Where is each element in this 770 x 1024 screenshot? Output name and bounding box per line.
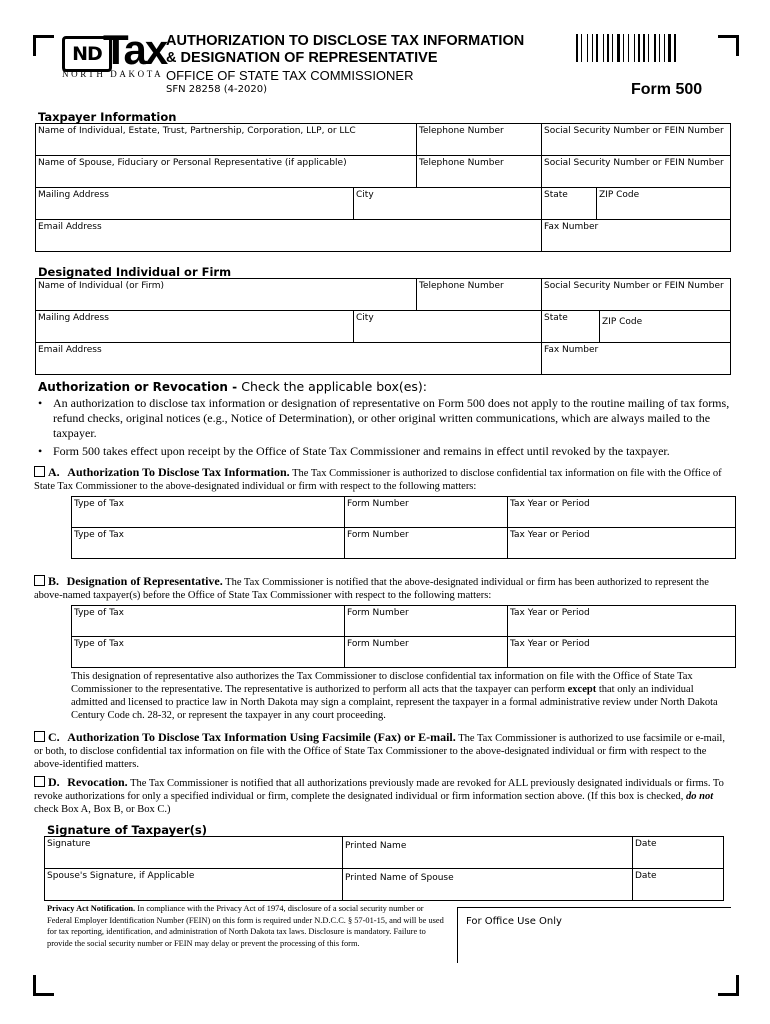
- designee-mailing-field[interactable]: Mailing Address: [36, 311, 354, 342]
- box-b-type-of-tax-1[interactable]: Type of Tax: [72, 606, 345, 636]
- taxpayer-fax-field[interactable]: Fax Number: [542, 220, 731, 251]
- logo-tax-word: Tax: [103, 26, 167, 73]
- designated-info-grid: [35, 278, 731, 375]
- box-b-type-of-tax-2[interactable]: Type of Tax: [72, 637, 345, 667]
- form-title-line2: & DESIGNATION OF REPRESENTATIVE: [166, 50, 438, 66]
- taxpayer-name-field[interactable]: Name of Individual, Estate, Trust, Partnership, Corporation, LLP, or LLC: [36, 124, 417, 155]
- box-b-tax-year-1[interactable]: Tax Year or Period: [508, 606, 736, 636]
- box-d-do-not: do not: [685, 791, 714, 802]
- box-b-paragraph-except: except: [567, 684, 597, 695]
- box-a-title: Authorization To Disclose Tax Information.: [67, 465, 290, 479]
- taxpayer-zip-field[interactable]: ZIP Code: [597, 188, 731, 219]
- privacy-text: In compliance with the Privacy Act of 1974, disclosure of a social security number or Federal Employer Identification Number (FEIN) on this form is required under N.D.C.C. § 57-01-15, and will be used for tax reporting, identification, and administration of North Dakota tax laws. Disclosure is mandatory. Failure to provide the social security number or FEIN may delay or prevent the processing of this form.: [47, 904, 444, 948]
- designee-name-field[interactable]: Name of Individual (or Firm): [36, 279, 417, 310]
- box-a-tax-year-2[interactable]: Tax Year or Period: [508, 528, 736, 558]
- office-use-box: [457, 907, 731, 963]
- designee-ssn-field[interactable]: Social Security Number or FEIN Number: [542, 279, 731, 310]
- box-a-type-of-tax-1[interactable]: Type of Tax: [72, 497, 345, 527]
- taxpayer-heading: Taxpayer Information: [38, 110, 177, 124]
- corner-mark-bottom-left: [33, 975, 54, 996]
- taxpayer-printed-name-field[interactable]: Printed Name: [343, 837, 633, 868]
- box-a-matters-grid: [71, 496, 736, 559]
- spouse-signature-field[interactable]: Spouse's Signature, if Applicable: [45, 869, 343, 900]
- designee-phone-field[interactable]: Telephone Number: [417, 279, 542, 310]
- designee-email-field[interactable]: Email Address: [36, 343, 542, 374]
- taxpayer-date-field[interactable]: Date: [633, 837, 724, 868]
- designee-fax-field[interactable]: Fax Number: [542, 343, 731, 374]
- box-b-matters-grid: [71, 605, 736, 668]
- privacy-notice: [47, 903, 447, 949]
- form-title-line1: AUTHORIZATION TO DISCLOSE TAX INFORMATION: [166, 33, 525, 49]
- box-c-text: The Tax Commissioner is authorized to use facsimile or e-mail, or both, to disclose confidential tax information on file with the Office of State Tax Commissioner to the above-designated individual or firm with respect to the above-identified matters.: [34, 733, 725, 770]
- box-d-checkbox[interactable]: [34, 776, 45, 787]
- box-d-text-part2: check Box A, Box B, or Box C.): [34, 804, 171, 815]
- bullet-1: • An authorization to disclose tax information or designation of representative on Form 500 does not apply to the routine mailing of tax forms, refund checks, original notices (e.g., Notice of Determination), or other original written communications, which are always mailed to the taxpayer.: [38, 396, 738, 441]
- box-d-label: D.: [48, 775, 60, 789]
- box-d-title: Revocation.: [67, 775, 128, 789]
- sfn-number: SFN 28258 (4-2020): [166, 84, 267, 95]
- office-use-label: For Office Use Only: [466, 916, 562, 927]
- box-a-label: A.: [48, 465, 60, 479]
- box-c-title: Authorization To Disclose Tax Information Using Facsimile (Fax) or E-mail.: [67, 730, 456, 744]
- authorization-heading: Authorization or Revocation -: [38, 380, 242, 394]
- taxpayer-signature-field[interactable]: Signature: [45, 837, 343, 868]
- authorization-heading-note: Check the applicable box(es):: [241, 379, 428, 394]
- signature-heading: Signature of Taxpayer(s): [47, 823, 207, 837]
- bullet-1-text: An authorization to disclose tax information or designation of representative on Form 500 does not apply to the routine mailing of tax forms, refund checks, original notices (e.g., Notice of Determination), or other original written communications, which are always mailed to the taxpayer.: [53, 396, 730, 440]
- box-b-label: B.: [48, 574, 60, 588]
- form-number: Form 500: [631, 81, 703, 98]
- taxpayer-city-field[interactable]: City: [354, 188, 542, 219]
- spouse-ssn-field[interactable]: Social Security Number or FEIN Number: [542, 156, 731, 187]
- taxpayer-email-field[interactable]: Email Address: [36, 220, 542, 251]
- box-a-tax-year-1[interactable]: Tax Year or Period: [508, 497, 736, 527]
- box-a-form-number-1[interactable]: Form Number: [345, 497, 508, 527]
- logo-north-dakota: NORTH DAKOTA: [62, 69, 164, 79]
- spouse-phone-field[interactable]: Telephone Number: [417, 156, 542, 187]
- taxpayer-mailing-field[interactable]: Mailing Address: [36, 188, 354, 219]
- box-c-row: [34, 731, 734, 771]
- office-name: OFFICE OF STATE TAX COMMISSIONER: [166, 68, 414, 83]
- privacy-title: Privacy Act Notification.: [47, 904, 136, 913]
- corner-mark-top-right: [718, 35, 739, 56]
- barcode-icon: [576, 34, 694, 62]
- box-b-row: [34, 575, 734, 602]
- designated-heading: Designated Individual or Firm: [38, 265, 232, 279]
- taxpayer-phone-field[interactable]: Telephone Number: [417, 124, 542, 155]
- spouse-date-field[interactable]: Date: [633, 869, 724, 900]
- box-c-checkbox[interactable]: [34, 731, 45, 742]
- box-a-form-number-2[interactable]: Form Number: [345, 528, 508, 558]
- bullet-2: • Form 500 takes effect upon receipt by the Office of State Tax Commissioner and remains in effect until revoked by the taxpayer.: [38, 444, 738, 459]
- box-b-form-number-2[interactable]: Form Number: [345, 637, 508, 667]
- box-b-paragraph-part1: This designation of representative also authorizes the Tax Commissioner to disclose confidential tax information on file with the Office of State Tax Commissioner to the representative. The representative is authorized to perform all acts that the taxpayer can perform: [71, 671, 693, 695]
- signature-grid: [44, 836, 724, 901]
- box-c-label: C.: [48, 730, 60, 744]
- taxpayer-state-field[interactable]: State: [542, 188, 597, 219]
- box-b-title: Designation of Representative.: [66, 574, 223, 588]
- designee-state-field[interactable]: State: [542, 311, 600, 342]
- bullet-2-text: Form 500 takes effect upon receipt by the Office of State Tax Commissioner and remains in effect until revoked by the taxpayer.: [53, 444, 670, 458]
- box-b-text: The Tax Commissioner is notified that the above-designated individual or firm has been authorized to represent the above-named taxpayer(s) before the Office of State Tax Commissioner with respect to the following matters:: [34, 577, 709, 601]
- box-b-checkbox[interactable]: [34, 575, 45, 586]
- box-b-paragraph: [71, 670, 731, 722]
- box-d-row: [34, 776, 734, 816]
- spouse-name-field[interactable]: Name of Spouse, Fiduciary or Personal Representative (if applicable): [36, 156, 417, 187]
- box-a-type-of-tax-2[interactable]: Type of Tax: [72, 528, 345, 558]
- box-d-text-part1: The Tax Commissioner is notified that all authorizations previously made are revoked for ALL previously designated individuals or firms. To revoke authorizations for only a specified individual or firm, complete the designated individual or firm information section above. (If this box is checked,: [34, 778, 724, 802]
- designee-city-field[interactable]: City: [354, 311, 542, 342]
- box-b-form-number-1[interactable]: Form Number: [345, 606, 508, 636]
- corner-mark-top-left: [33, 35, 54, 56]
- box-b-tax-year-2[interactable]: Tax Year or Period: [508, 637, 736, 667]
- box-a-row: [34, 466, 734, 493]
- authorization-heading-row: [38, 379, 427, 394]
- designee-zip-field[interactable]: ZIP Code: [600, 311, 731, 342]
- box-a-text: The Tax Commissioner is authorized to disclose confidential tax information on file with the Office of State Tax Commissioner to the above-designated individual or firm with respect to the following matters:: [34, 468, 722, 492]
- taxpayer-ssn-field[interactable]: Social Security Number or FEIN Number: [542, 124, 731, 155]
- box-b-paragraph-part2: that only an individual admitted and licensed to practice law in North Dakota may sign a complaint, represent the taxpayer in a formal administrative review under North Dakota Century Code ch. 28-32, or represent the taxpayer in any court proceeding.: [71, 684, 718, 721]
- spouse-printed-name-field[interactable]: Printed Name of Spouse: [343, 869, 633, 900]
- logo-nd-mark: ND: [62, 36, 112, 72]
- taxpayer-info-grid: [35, 123, 731, 252]
- box-a-checkbox[interactable]: [34, 466, 45, 477]
- corner-mark-bottom-right: [718, 975, 739, 996]
